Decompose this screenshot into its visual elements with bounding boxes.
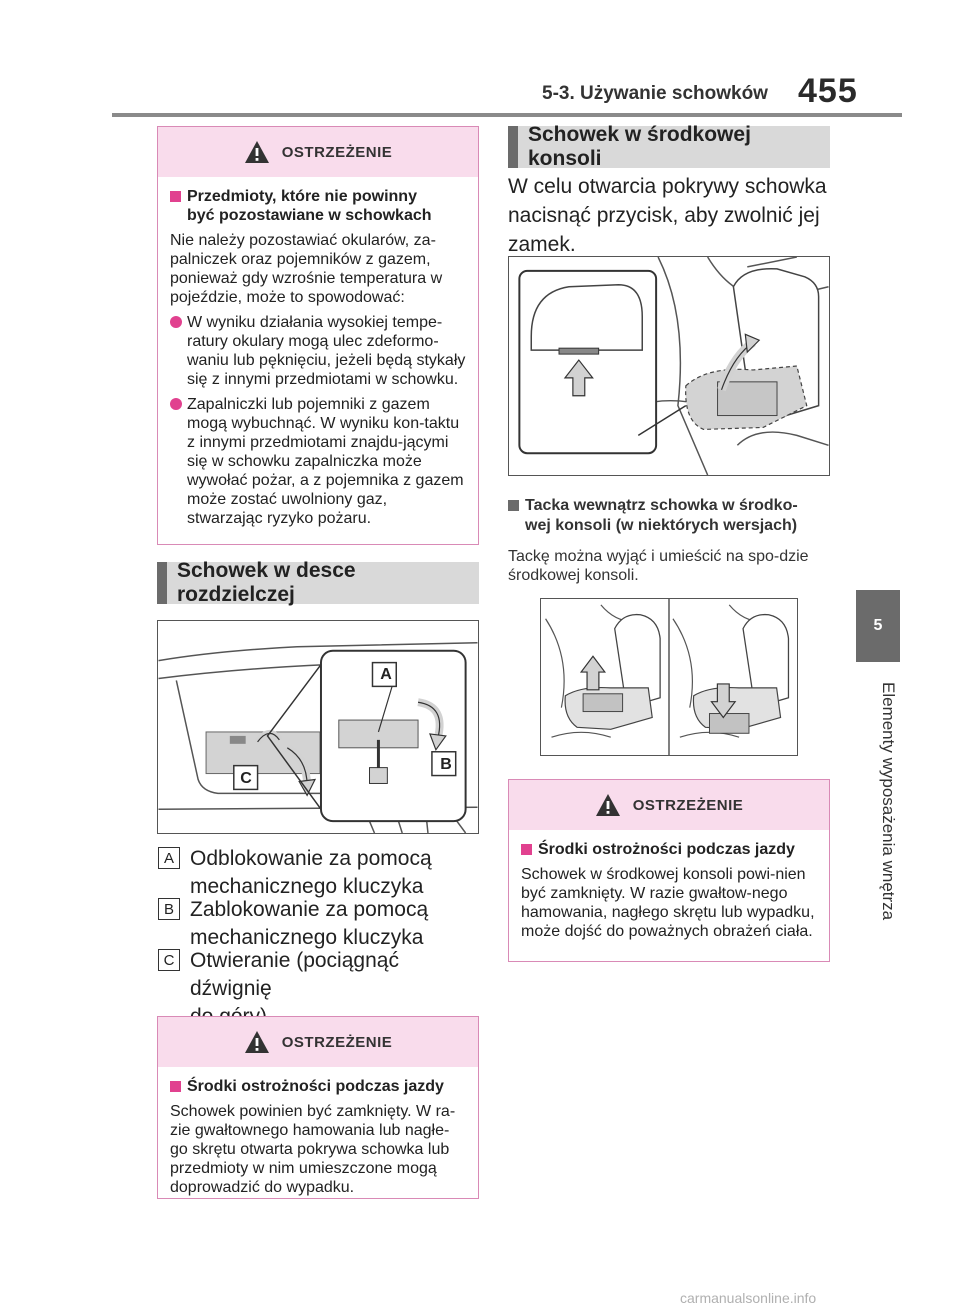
chapter-title-vertical: Elementy wyposażenia wnętrza [879,682,898,921]
warning-label: OSTRZEŻENIE [281,1033,393,1051]
page-number: 455 [798,72,858,110]
warning-title: Środki ostrożności podczas jazdy [521,840,817,859]
warning-text: Schowek powinien być zamknięty. W ra-zie gwałtownego hamowania lub nagłe-go skrętu otwarta pokrywa schowka lub przedmioty w nim umieszczone mogą doprowadzić do wypadku. [170,1103,456,1196]
warning-triangle-icon [244,140,270,164]
header-rule [112,113,902,117]
warning-box-driving-glovebox [157,1016,479,1199]
warning-header [158,1017,478,1067]
legend-text: mechanicznego kluczyka [190,926,424,949]
legend-text: Zablokowanie za pomocą [190,898,429,921]
warning-box-objects [157,126,479,545]
warning-title: Środki ostrożności podczas jazdy [170,1077,466,1096]
warning-triangle-icon [244,1030,270,1054]
warning-intro: Nie należy pozostawiać okularów, za-palniczek oraz pojemników z gazem, ponieważ gdy wzrośnie temperatura w pojeździe, może to spowodować: [170,232,443,306]
console-illustration [508,256,830,476]
running-header-section: 5-3. Używanie schowków [542,83,768,104]
dot-bullet-icon [170,316,182,328]
legend-text: Otwieranie (pociągnąć dźwignię [190,949,399,1000]
figure-callout-c: C [240,770,252,787]
legend-key-c: C [158,949,180,971]
glovebox-drawing [158,621,478,833]
section-header-console: Schowek w środkowej konsoli [508,126,830,168]
figure-callout-a: A [380,666,392,683]
legend-text: Odblokowanie za pomocą [190,847,432,870]
square-bullet-icon [508,500,519,511]
console-drawing [509,257,829,475]
warning-bullet: W wyniku działania wysokiej tempe-ratury okulary mogą ulec zdeformo-waniu lub pęknięciu, jeżeli będą stykały się z innymi przedmiotami w schowku. [170,313,466,389]
warning-title-cont: być pozostawiane w schowkach [187,207,432,224]
legend-text: mechanicznego kluczyka [190,875,424,898]
square-bullet-icon [170,1081,181,1092]
square-bullet-icon [170,191,181,202]
warning-header [158,127,478,177]
legend-key-b: B [158,898,180,920]
dot-bullet-icon [170,398,182,410]
warning-title: Przedmioty, które nie powinny [170,187,466,206]
warning-label: OSTRZEŻENIE [281,143,393,161]
legend-key-a: A [158,847,180,869]
watermark: carmanualsonline.info [680,1290,817,1306]
square-bullet-icon [521,844,532,855]
warning-bullet: Zapalniczki lub pojemniki z gazem mogą wybuchnąć. W wyniku kon-taktu z innymi przedmiotami znajdu-jącymi się w schowku zapalniczka może wywołać pożar, a z pojemnika z gazem może zostać uwolniony gaz, stwarzając ryzyko pożaru. [170,395,466,528]
legend-item-b [158,896,480,952]
console-intro: W celu otwarcia pokrywy schowka nacisnąć przycisk, aby zwolnić jej zamek. [508,175,827,256]
warning-text: Schowek w środkowej konsoli powi-nien być zamknięty. W razie gwałtow-nego hamowania, nagłego skrętu lub wypadku, może dojść do poważnych obrażeń ciała. [521,866,815,940]
tray-illustration [540,598,798,756]
tray-subheading-cont: wej konsoli (w niektórych wersjach) [525,517,798,534]
figure-callout-b: B [440,756,452,773]
legend-item-a [158,845,480,901]
warning-label: OSTRZEŻENIE [632,796,744,814]
tray-subheading: Tacka wewnątrz schowka w środko- wej konsoli (w niektórych wersjach) [508,496,828,536]
warning-triangle-icon [595,793,621,817]
tray-text: Tackę można wyjąć i umieścić na spo-dzie środkowej konsoli. [508,548,809,584]
chapter-tab[interactable]: 5 [856,590,900,662]
tray-drawing [541,599,797,755]
warning-header [509,780,829,830]
glovebox-illustration [157,620,479,834]
warning-box-driving-console [508,779,830,962]
section-header-glovebox: Schowek w desce rozdzielczej [157,562,479,604]
